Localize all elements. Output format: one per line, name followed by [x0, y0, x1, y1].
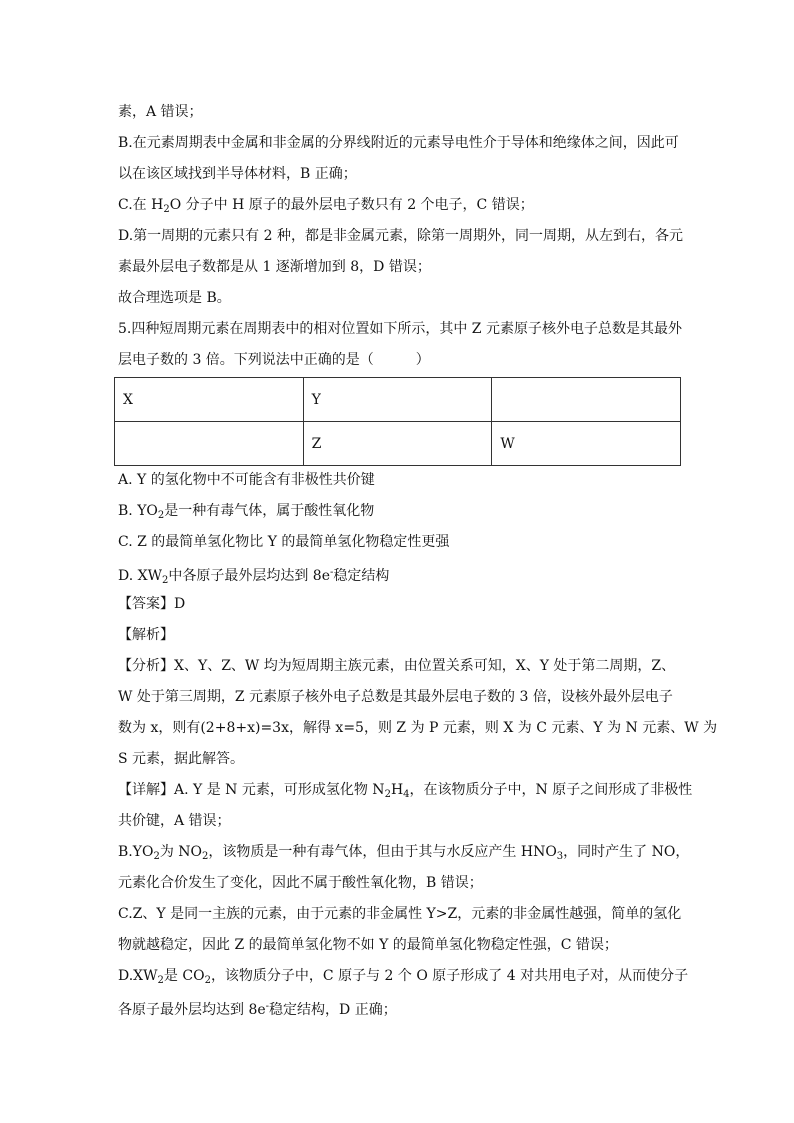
table-row [115, 378, 681, 422]
text-span: 中各原子最外层均达到 8e [168, 568, 331, 584]
detail-line [118, 780, 692, 805]
option-d [118, 563, 389, 591]
text-line [118, 195, 534, 220]
analysis-line: 数为 x，则有(2+8+x)=3x，解得 x=5，则 Z 为 P 元素，则 X 为 C 元素、Y 为 N 元素、W 为 [118, 720, 718, 736]
subscript: 2 [153, 851, 160, 862]
text-span: B. YO [118, 503, 158, 519]
text-span: D. XW [118, 568, 162, 584]
detail-line [118, 842, 689, 867]
question-stem: 5.四种短周期元素在周期表中的相对位置如下所示，其中 Z 元素原子核外电子总数是其最外 [118, 321, 682, 337]
text-span: 是 CO [163, 968, 205, 984]
text-line: 以在该区域找到半导体材料，B 正确； [118, 166, 357, 182]
subscript: 2 [163, 204, 170, 215]
table-cell: Z [303, 422, 492, 466]
subscript: 3 [556, 851, 564, 862]
text-span: ，该物质是一种有毒气体，但由于其与水反应产生 HNO [208, 844, 557, 860]
text-span: 稳定结构 [333, 568, 390, 584]
subscript: 2 [202, 851, 209, 862]
question-stem: 层电子数的 3 倍。下列说法中正确的是（ ） [118, 352, 430, 368]
text-line: D.第一周期的元素只有 2 种，都是非金属元素，除第一周期外，同一周期，从左到右，各元 [118, 228, 683, 244]
option-b [118, 501, 374, 526]
text-line: B.在元素周期表中金属和非金属的分界线附近的元素导电性介于导体和绝缘体之间，因此可 [118, 135, 679, 151]
text-span: C.在 H [118, 197, 164, 213]
detail-line: C.Z、Y 是同一主族的元素，由于元素的非金属性 Y>Z，元素的非金属性越强，简单的氢化 [118, 906, 682, 922]
periodic-position-table [114, 377, 681, 466]
text-line: 素，A 错误； [118, 104, 203, 120]
text-span: 为 NO [159, 844, 203, 860]
subscript: 2 [204, 975, 211, 986]
analysis-line: S 元素，据此解答。 [118, 751, 245, 767]
text-span: B.YO [118, 844, 154, 860]
option-a: A. Y 的氢化物中不可能含有非极性共价键 [118, 472, 375, 488]
text-span: O 分子中 H 原子的最外层电子数只有 2 个电子，C 错误； [169, 197, 534, 213]
table-cell: Y [303, 378, 492, 422]
table-cell: W [492, 422, 681, 466]
table-cell [492, 378, 681, 422]
detail-line: 元素化合价发生了变化，因此不属于酸性氧化物，B 错误； [118, 875, 483, 891]
answer: 【答案】D [118, 596, 186, 612]
text-span: 稳定结构，D 正确； [269, 1002, 397, 1018]
text-span: 是一种有毒气体，属于酸性氧化物 [164, 503, 375, 519]
text-span: ，该物质分子中，C 原子与 2 个 O 原子形成了 4 对共用电子对，从而使分子 [210, 968, 689, 984]
superscript: - [330, 567, 334, 578]
table-row [115, 422, 681, 466]
analysis-title: 【解析】 [118, 627, 174, 643]
text-span: D.XW [118, 968, 158, 984]
subscript: 2 [157, 510, 165, 521]
text-span: H [390, 782, 404, 798]
analysis-line: W 处于第三周期，Z 元素原子核外电子总数是其最外层电子数的 3 倍，设核外最外层电子 [118, 689, 673, 705]
text-span: ，同时产生了 NO， [563, 844, 690, 860]
detail-line: 物就越稳定，因此 Z 的最简单氢化物不如 Y 的最简单氢化物稳定性强，C 错误； [118, 937, 618, 953]
text-span: ，在该物质分子中，N 原子之间形成了非极性 [409, 782, 693, 798]
table-cell: X [115, 378, 304, 422]
text-line: 素最外层电子数都是从 1 逐渐增加到 8，D 错误； [118, 259, 431, 275]
option-c: C. Z 的最简单氢化物比 Y 的最简单氢化物稳定性更强 [118, 534, 450, 550]
superscript: - [265, 1001, 270, 1012]
subscript: 4 [403, 789, 410, 800]
table-cell [115, 422, 304, 466]
detail-line: 共价键，A 错误； [118, 813, 231, 829]
subscript: 2 [157, 975, 164, 986]
detail-line [118, 997, 397, 1020]
text-line: 故合理选项是 B。 [118, 290, 231, 306]
subscript: 2 [161, 575, 169, 586]
text-span: 【详解】A. Y 是 N 元素，可形成氢化物 N [118, 782, 385, 798]
subscript: 2 [384, 789, 391, 800]
detail-line [118, 966, 688, 991]
text-span: 各原子最外层均达到 8e [118, 1002, 266, 1018]
analysis-line: 【分析】X、Y、Z、W 均为短周期主族元素，由位置关系可知，X、Y 处于第二周期，Z、 [118, 658, 676, 674]
